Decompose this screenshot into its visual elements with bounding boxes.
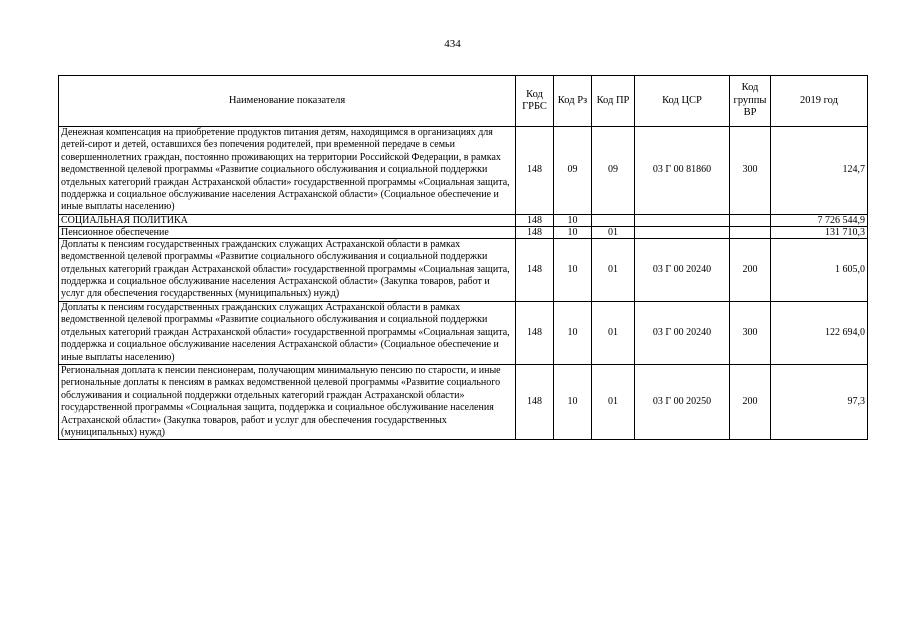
row-rz: 10 (554, 226, 592, 238)
table-row (59, 364, 868, 439)
row-vr: 200 (730, 364, 771, 439)
row-name: Доплаты к пенсиям государственных гражданских служащих Астраханской области в рамках ведомственной целевой программы «Развитие социального обслуживания и социальной поддержки отдельных категорий граждан Астраханской области» государственной программы «Социальная защита, поддержка и социальное обслуживание населения Астраханской области» (Социальное обеспечение и иные выплаты населению) (59, 301, 516, 364)
table-header-row (59, 76, 868, 127)
row-pr (592, 214, 635, 226)
row-grbs: 148 (516, 238, 554, 301)
row-csr: 03 Г 00 20240 (635, 301, 730, 364)
row-amount: 122 694,0 (771, 301, 868, 364)
row-amount: 7 726 544,9 (771, 214, 868, 226)
table-row (59, 226, 868, 238)
row-pr: 01 (592, 364, 635, 439)
table-row (59, 214, 868, 226)
header-csr: Код ЦСР (635, 76, 730, 127)
row-rz: 10 (554, 214, 592, 226)
row-grbs: 148 (516, 226, 554, 238)
row-rz: 09 (554, 127, 592, 215)
row-vr: 200 (730, 238, 771, 301)
page-number: 434 (444, 38, 461, 50)
row-pr: 01 (592, 301, 635, 364)
row-vr: 300 (730, 127, 771, 215)
row-name: Доплаты к пенсиям государственных гражданских служащих Астраханской области в рамках ведомственной целевой программы «Развитие социального обслуживания и социальной поддержки отдельных категорий граждан Астраханской области» государственной программы «Социальная защита, поддержка и социальное обслуживание населения Астраханской области» (Закупка товаров, работ и услуг для обеспечения государственных (муниципальных) нужд) (59, 238, 516, 301)
header-grbs: Код ГРБС (516, 76, 554, 127)
row-grbs: 148 (516, 364, 554, 439)
header-name: Наименование показателя (59, 76, 516, 127)
header-year: 2019 год (771, 76, 868, 127)
budget-table (58, 75, 868, 440)
row-csr: 03 Г 00 20240 (635, 238, 730, 301)
row-amount: 124,7 (771, 127, 868, 215)
row-rz: 10 (554, 364, 592, 439)
header-pr: Код ПР (592, 76, 635, 127)
row-csr: 03 Г 00 81860 (635, 127, 730, 215)
row-name: Денежная компенсация на приобретение продуктов питания детям, находящимся в организациях для детей-сирот и детей, оставшихся без попечения родителей, при временной передаче в семьи совершеннолетних граждан, постоянно проживающих на территории Российской Федерации, в рамках ведомственной целевой программы «Развитие социального обслуживания и социальной поддержки отдельных категорий граждан Астраханской области» государственной программы «Социальная защита, поддержка и социальное обслуживание населения Астраханской области» (Социальное обеспечение и иные выплаты населению) (59, 127, 516, 215)
row-vr (730, 214, 771, 226)
table-row (59, 301, 868, 364)
row-grbs: 148 (516, 301, 554, 364)
row-pr: 01 (592, 226, 635, 238)
row-rz: 10 (554, 301, 592, 364)
row-csr (635, 226, 730, 238)
row-amount: 97,3 (771, 364, 868, 439)
row-pr: 09 (592, 127, 635, 215)
table-row (59, 127, 868, 215)
row-name: СОЦИАЛЬНАЯ ПОЛИТИКА (59, 214, 516, 226)
row-csr: 03 Г 00 20250 (635, 364, 730, 439)
row-amount: 1 605,0 (771, 238, 868, 301)
row-name: Пенсионное обеспечение (59, 226, 516, 238)
row-csr (635, 214, 730, 226)
row-vr: 300 (730, 301, 771, 364)
row-pr: 01 (592, 238, 635, 301)
row-grbs: 148 (516, 127, 554, 215)
header-rz: Код Рз (554, 76, 592, 127)
row-vr (730, 226, 771, 238)
row-amount: 131 710,3 (771, 226, 868, 238)
row-grbs: 148 (516, 214, 554, 226)
table-row (59, 238, 868, 301)
row-name: Региональная доплата к пенсии пенсионерам, получающим минимальную пенсию по старости, и иные региональные доплаты к пенсиям в рамках ведомственной целевой программы «Развитие социального обслуживания и социальной поддержки отдельных категорий граждан Астраханской области» государственной программы «Социальная защита, поддержка и социальное обслуживание населения Астраханской области» (Закупка товаров, работ и услуг для обеспечения государственных (муниципальных) нужд) (59, 364, 516, 439)
header-vr: Код группы ВР (730, 76, 771, 127)
row-rz: 10 (554, 238, 592, 301)
